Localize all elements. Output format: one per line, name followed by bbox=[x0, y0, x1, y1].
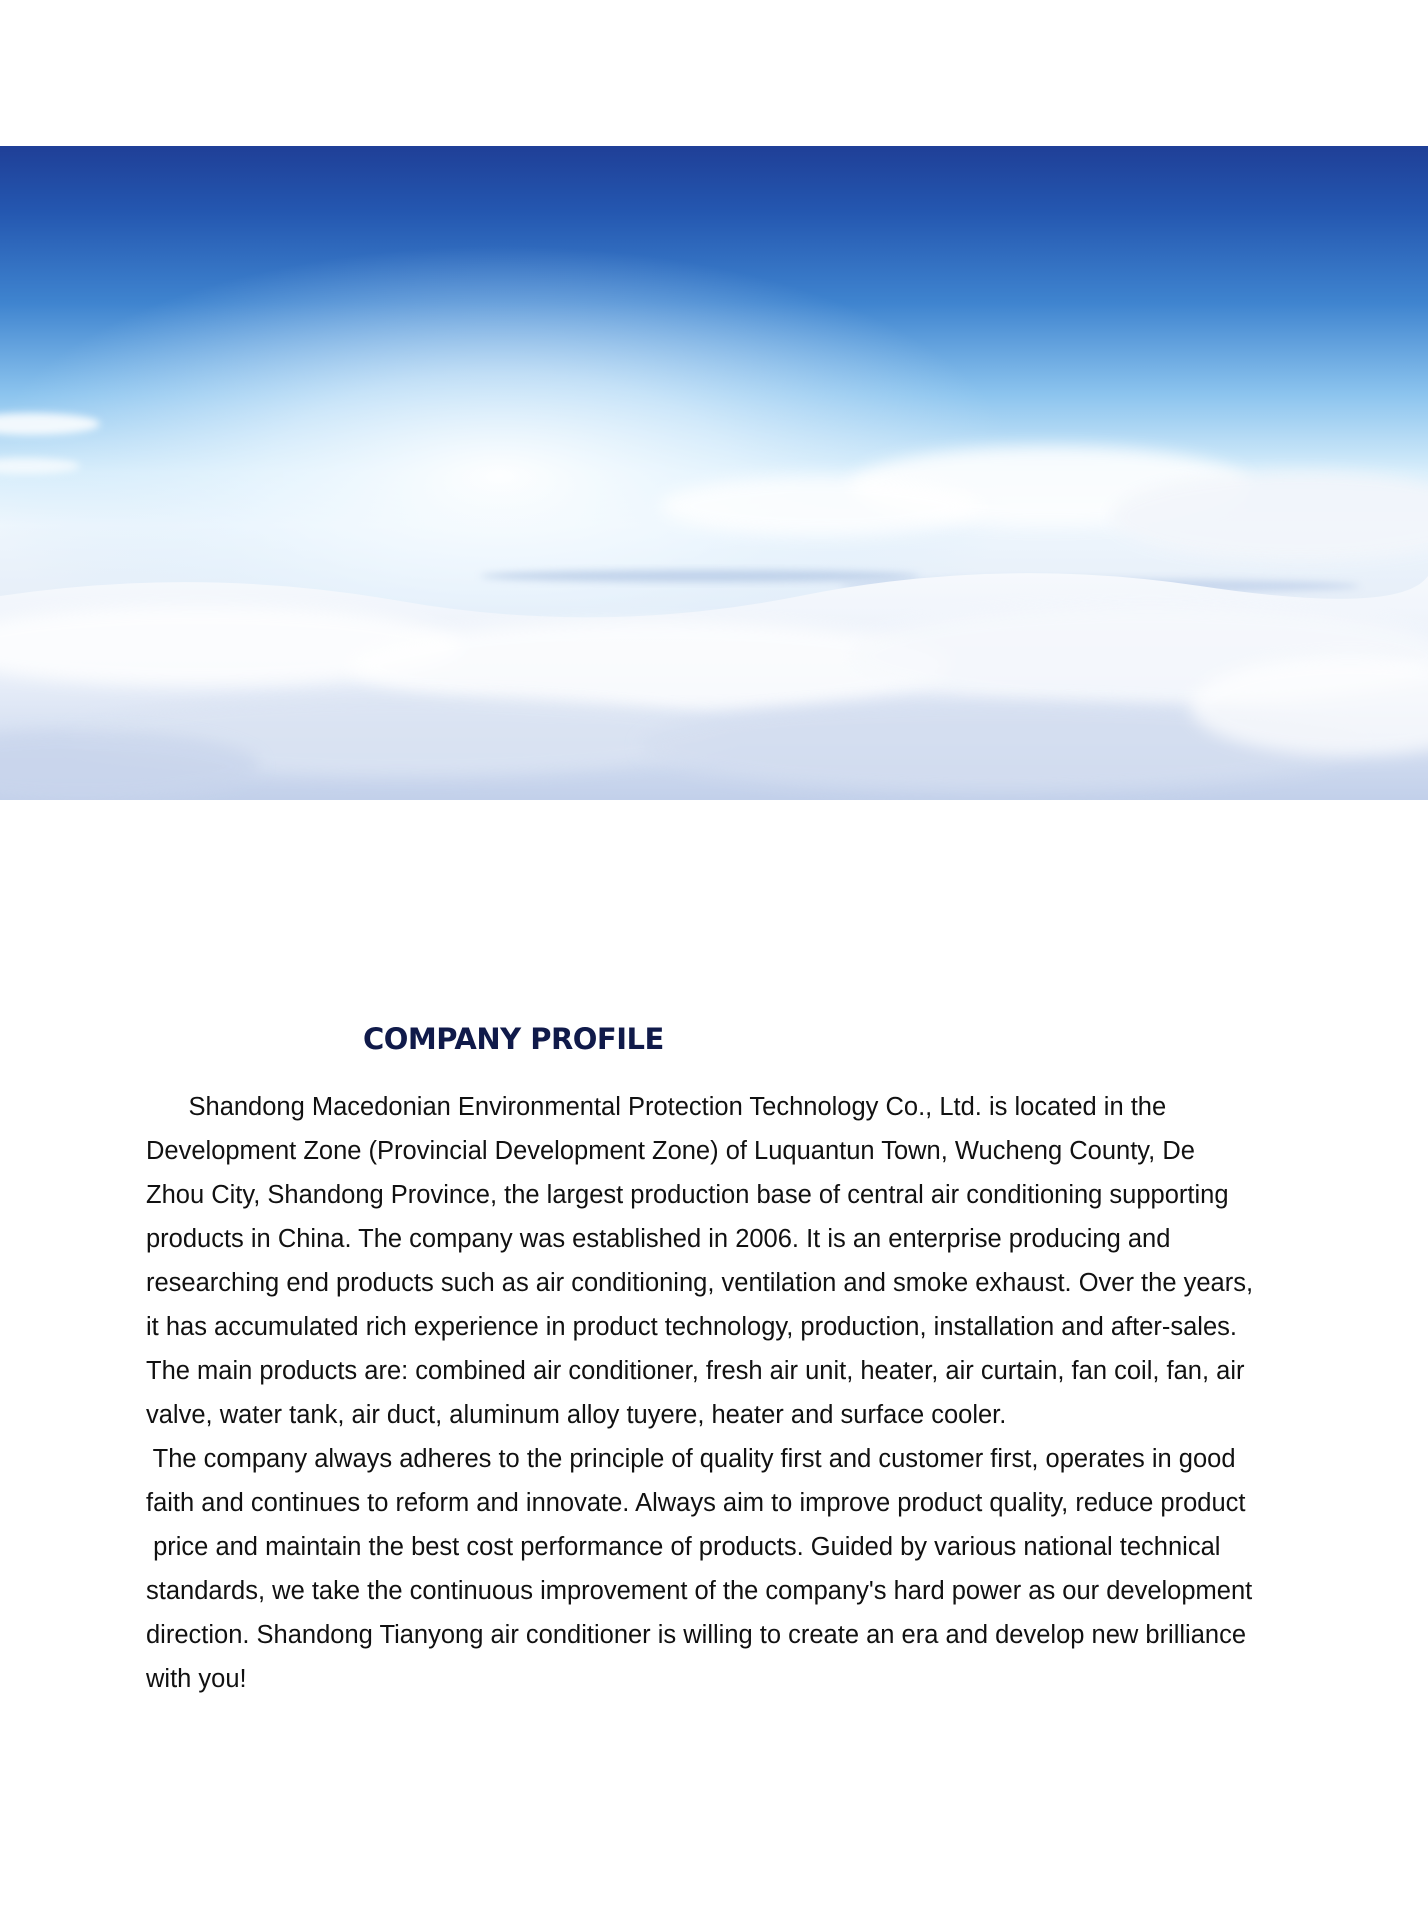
page-title: COMPANY PROFILE bbox=[363, 1022, 664, 1056]
text-line: price and maintain the best cost performance of products. Guided by various national technical bbox=[146, 1533, 1221, 1561]
text-line: Development Zone (Provincial Development Zone) of Luquantun Town, Wucheng County, De bbox=[146, 1137, 1195, 1165]
text-line: it has accumulated rich experience in product technology, production, installation and after-sales. bbox=[146, 1313, 1237, 1341]
text-line: direction. Shandong Tianyong air conditioner is willing to create an era and develop new brilliance bbox=[146, 1621, 1247, 1649]
text-line: faith and continues to reform and innovate. Always aim to improve product quality, reduce product bbox=[146, 1489, 1246, 1517]
text-line: standards, we take the continuous improvement of the company's hard power as our development bbox=[146, 1577, 1253, 1605]
text-line: Zhou City, Shandong Province, the largest production base of central air conditioning supporting bbox=[146, 1181, 1229, 1209]
text-line: valve, water tank, air duct, aluminum alloy tuyere, heater and surface cooler. bbox=[146, 1401, 1007, 1429]
text-line: products in China. The company was established in 2006. It is an enterprise producing and bbox=[146, 1225, 1171, 1253]
text-line: The company always adheres to the principle of quality first and customer first, operates in good bbox=[146, 1445, 1236, 1473]
sky-clouds-banner-image bbox=[0, 146, 1428, 800]
company-profile-text bbox=[146, 1085, 1296, 1701]
text-line: with you! bbox=[146, 1665, 247, 1693]
cloud-illustration bbox=[0, 146, 1428, 800]
text-line: researching end products such as air conditioning, ventilation and smoke exhaust. Over the years, bbox=[146, 1269, 1254, 1297]
text-line: Shandong Macedonian Environmental Protection Technology Co., Ltd. is located in the bbox=[146, 1093, 1167, 1121]
text-line: The main products are: combined air conditioner, fresh air unit, heater, air curtain, fan coil, fan, air bbox=[146, 1357, 1245, 1385]
